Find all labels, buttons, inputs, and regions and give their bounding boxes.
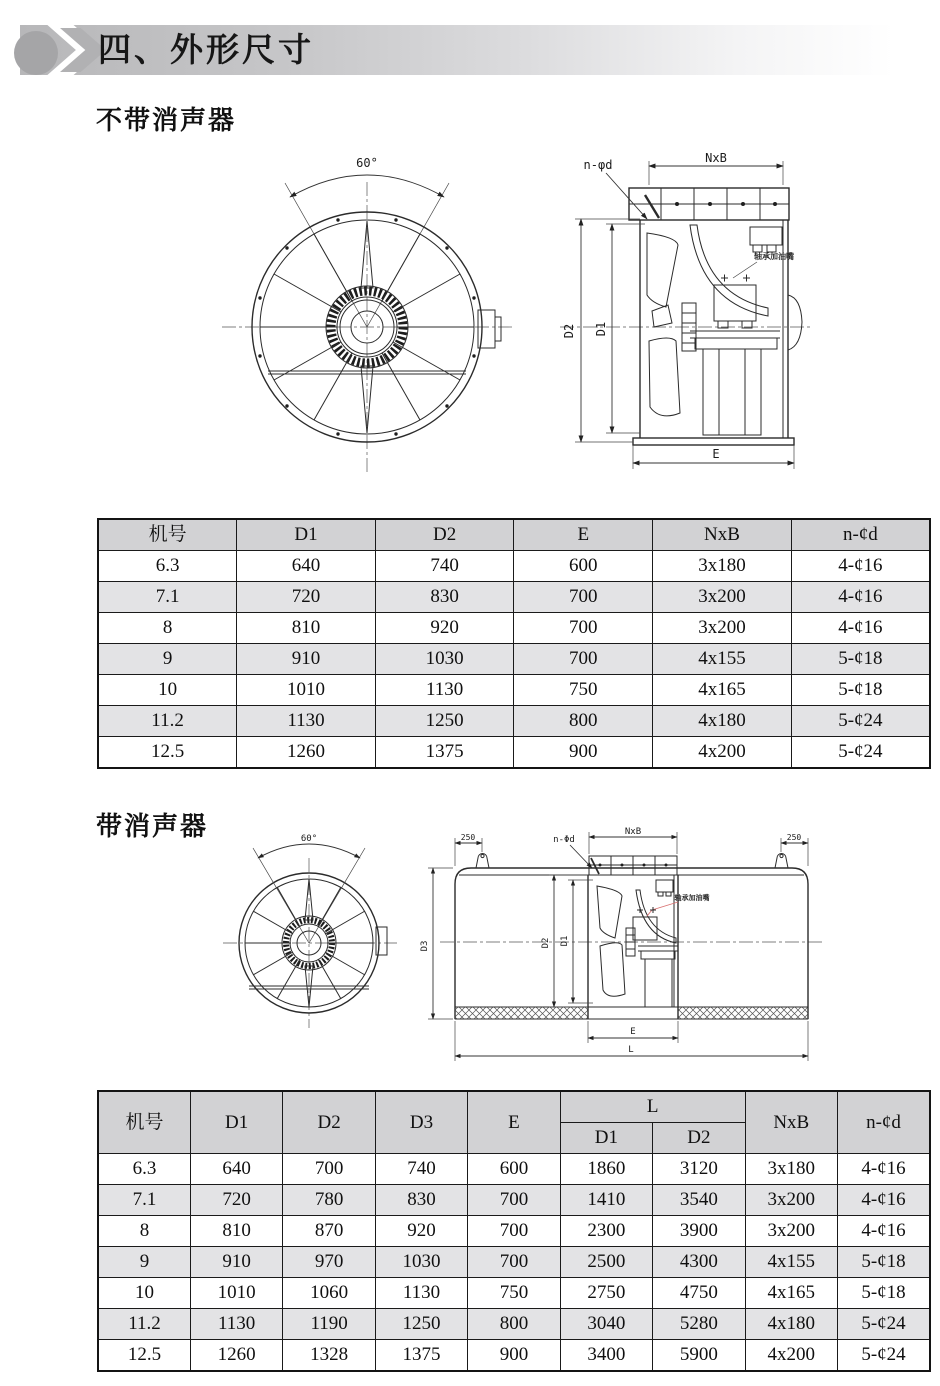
page-title: 四、外形尺寸: [98, 31, 314, 68]
dim-d1-label: D1: [594, 321, 608, 337]
grease-nipple-note: 轴承加油嘴: [754, 252, 794, 261]
table-row: [98, 582, 930, 613]
table-cell: 4300: [653, 1247, 745, 1278]
table-cell: 920: [375, 613, 514, 644]
table-cell: 900: [514, 737, 653, 769]
table-cell: 3040: [560, 1309, 652, 1340]
table-cell: 700: [468, 1216, 560, 1247]
bolt-hole-label: n-φd: [583, 158, 613, 172]
lug-offset-left-label: 250: [460, 833, 476, 842]
table-cell: 1060: [283, 1278, 375, 1309]
table-cell: 5280: [653, 1309, 745, 1340]
table-cell: 4x155: [653, 644, 792, 675]
table-cell: 1860: [560, 1154, 652, 1185]
table-cell: 4-¢16: [838, 1185, 931, 1216]
table-cell: 3x200: [653, 582, 792, 613]
table-cell: 1130: [190, 1309, 282, 1340]
column-header: NxB: [745, 1091, 837, 1154]
column-header: D3: [375, 1091, 467, 1154]
dim-d2-label: D2: [562, 323, 576, 339]
table-cell: 7.1: [98, 1185, 190, 1216]
table-cell: 920: [375, 1216, 467, 1247]
flange-pitch-label: NxB: [624, 827, 642, 837]
table-cell: 3x180: [653, 551, 792, 582]
table-cell: 10: [98, 675, 237, 706]
table-cell: 1030: [375, 1247, 467, 1278]
dimension-drawing-no-silencer: [0, 145, 940, 505]
section-heading-no-silencer: 不带消声器: [96, 105, 237, 135]
header-row: [98, 1091, 930, 1123]
table-cell: 970: [283, 1247, 375, 1278]
table-cell: 4x165: [745, 1278, 837, 1309]
table-cell: 1010: [190, 1278, 282, 1309]
column-header: NxB: [653, 519, 792, 551]
table-cell: 640: [190, 1154, 282, 1185]
flange-pitch-label: NxB: [705, 151, 727, 165]
table-cell: 1250: [375, 1309, 467, 1340]
table-cell: 700: [514, 644, 653, 675]
table-cell: 1250: [375, 706, 514, 737]
table-row: [98, 1340, 930, 1372]
table-cell: 10: [98, 1278, 190, 1309]
column-header: E: [514, 519, 653, 551]
table-cell: 1130: [375, 675, 514, 706]
table-cell: 4x180: [745, 1309, 837, 1340]
table-cell: 8: [98, 1216, 190, 1247]
table-cell: 910: [190, 1247, 282, 1278]
table-cell: 6.3: [98, 551, 237, 582]
table-row: [98, 1185, 930, 1216]
table-row: [98, 706, 930, 737]
table-cell: 700: [283, 1154, 375, 1185]
table-cell: 5-¢24: [791, 737, 930, 769]
fan-front-view: [222, 156, 512, 475]
table-cell: 3x200: [745, 1185, 837, 1216]
dimension-table-no-silencer: [97, 518, 931, 769]
dim-e-label: E: [630, 1027, 636, 1037]
table-cell: 4-¢16: [791, 551, 930, 582]
table-row: [98, 613, 930, 644]
table-cell: 720: [237, 582, 376, 613]
table-row: [98, 1278, 930, 1309]
fan-front-view-small: [223, 834, 397, 1028]
banner-circle-icon: [14, 31, 58, 75]
dim-l-label: L: [628, 1045, 634, 1055]
table-cell: 700: [514, 613, 653, 644]
table-cell: 700: [514, 582, 653, 613]
table-cell: 4-¢16: [838, 1216, 931, 1247]
table-cell: 9: [98, 1247, 190, 1278]
column-header: D2: [283, 1091, 375, 1154]
table-cell: 4-¢16: [838, 1154, 931, 1185]
table-cell: 3540: [653, 1185, 745, 1216]
table-cell: 720: [190, 1185, 282, 1216]
table-cell: 3400: [560, 1340, 652, 1372]
table-cell: 1260: [190, 1340, 282, 1372]
table-cell: 3x200: [745, 1216, 837, 1247]
table-cell: 4-¢16: [791, 582, 930, 613]
table-cell: 1190: [283, 1309, 375, 1340]
table-cell: 800: [468, 1309, 560, 1340]
dim-d3-label: D3: [420, 940, 430, 952]
table-cell: 830: [375, 1185, 467, 1216]
bolt-hole-label: n-Φd: [553, 835, 575, 845]
table-cell: 1130: [375, 1278, 467, 1309]
column-header: L: [560, 1091, 745, 1123]
table-cell: 600: [514, 551, 653, 582]
dimension-drawing-with-silencer: [0, 828, 940, 1090]
table-cell: 1328: [283, 1340, 375, 1372]
table-cell: 2750: [560, 1278, 652, 1309]
table-cell: 11.2: [98, 1309, 190, 1340]
table-cell: 700: [468, 1247, 560, 1278]
table-row: [98, 1216, 930, 1247]
dim-d1-label: D1: [560, 935, 570, 947]
table-cell: 11.2: [98, 706, 237, 737]
table-cell: 640: [237, 551, 376, 582]
table-cell: 6.3: [98, 1154, 190, 1185]
table-cell: 7.1: [98, 582, 237, 613]
table-cell: 750: [514, 675, 653, 706]
table-cell: 750: [468, 1278, 560, 1309]
table-cell: 5-¢18: [791, 644, 930, 675]
grease-nipple-note: 轴承加油嘴: [674, 894, 710, 902]
table-cell: 810: [190, 1216, 282, 1247]
table-cell: 4x155: [745, 1247, 837, 1278]
column-header: 机号: [98, 1091, 190, 1154]
table-cell: 830: [375, 582, 514, 613]
header-row: [98, 519, 930, 551]
table-cell: 800: [514, 706, 653, 737]
table-cell: 5-¢18: [838, 1247, 931, 1278]
table-cell: 600: [468, 1154, 560, 1185]
column-header: D1: [560, 1123, 652, 1154]
table-cell: 4x180: [653, 706, 792, 737]
table-cell: 4x165: [653, 675, 792, 706]
column-header: D1: [190, 1091, 282, 1154]
column-header: n-¢d: [838, 1091, 931, 1154]
table-cell: 700: [468, 1185, 560, 1216]
table-row: [98, 1309, 930, 1340]
column-header: D1: [237, 519, 376, 551]
table-cell: 5900: [653, 1340, 745, 1372]
table-cell: 1010: [237, 675, 376, 706]
table-cell: 5-¢18: [791, 675, 930, 706]
table-cell: 4750: [653, 1278, 745, 1309]
angle-dimension-label: 60°: [356, 156, 378, 170]
lug-offset-right-label: 250: [786, 833, 802, 842]
table-cell: 12.5: [98, 1340, 190, 1372]
table-cell: 810: [237, 613, 376, 644]
table-cell: 4-¢16: [791, 613, 930, 644]
table-cell: 5-¢24: [791, 706, 930, 737]
table-cell: 3900: [653, 1216, 745, 1247]
table-cell: 2300: [560, 1216, 652, 1247]
dim-e-label: E: [712, 447, 720, 461]
table-cell: 1130: [237, 706, 376, 737]
table-cell: 2500: [560, 1247, 652, 1278]
angle-dimension-label: 60°: [300, 834, 318, 844]
table-row: [98, 1247, 930, 1278]
table-row: [98, 675, 930, 706]
table-cell: 900: [468, 1340, 560, 1372]
table-cell: 8: [98, 613, 237, 644]
table-cell: 1410: [560, 1185, 652, 1216]
table-cell: 780: [283, 1185, 375, 1216]
dimension-table-with-silencer: [97, 1090, 931, 1372]
column-header: n-¢d: [791, 519, 930, 551]
table-cell: 12.5: [98, 737, 237, 769]
dim-d2-label: D2: [541, 937, 551, 949]
table-row: [98, 551, 930, 582]
table-cell: 740: [375, 551, 514, 582]
table-row: [98, 1154, 930, 1185]
table-cell: 5-¢24: [838, 1309, 931, 1340]
column-header: D2: [375, 519, 514, 551]
fan-side-view: [560, 151, 812, 469]
table-cell: 1030: [375, 644, 514, 675]
table-cell: 9: [98, 644, 237, 675]
section-heading-with-silencer: 带消声器: [96, 811, 209, 841]
column-header: E: [468, 1091, 560, 1154]
column-header: D2: [653, 1123, 745, 1154]
table-cell: 4x200: [653, 737, 792, 769]
table-cell: 3x200: [653, 613, 792, 644]
table-row: [98, 644, 930, 675]
table-cell: 5-¢24: [838, 1340, 931, 1372]
table-cell: 3x180: [745, 1154, 837, 1185]
table-cell: 1375: [375, 737, 514, 769]
table-cell: 740: [375, 1154, 467, 1185]
table-cell: 4x200: [745, 1340, 837, 1372]
column-header: 机号: [98, 519, 237, 551]
table-cell: 910: [237, 644, 376, 675]
table-cell: 1260: [237, 737, 376, 769]
table-cell: 1375: [375, 1340, 467, 1372]
fan-silencer-side-view: [420, 827, 822, 1061]
table-row: [98, 737, 930, 769]
table-cell: 5-¢18: [838, 1278, 931, 1309]
table-cell: 870: [283, 1216, 375, 1247]
table-cell: 3120: [653, 1154, 745, 1185]
